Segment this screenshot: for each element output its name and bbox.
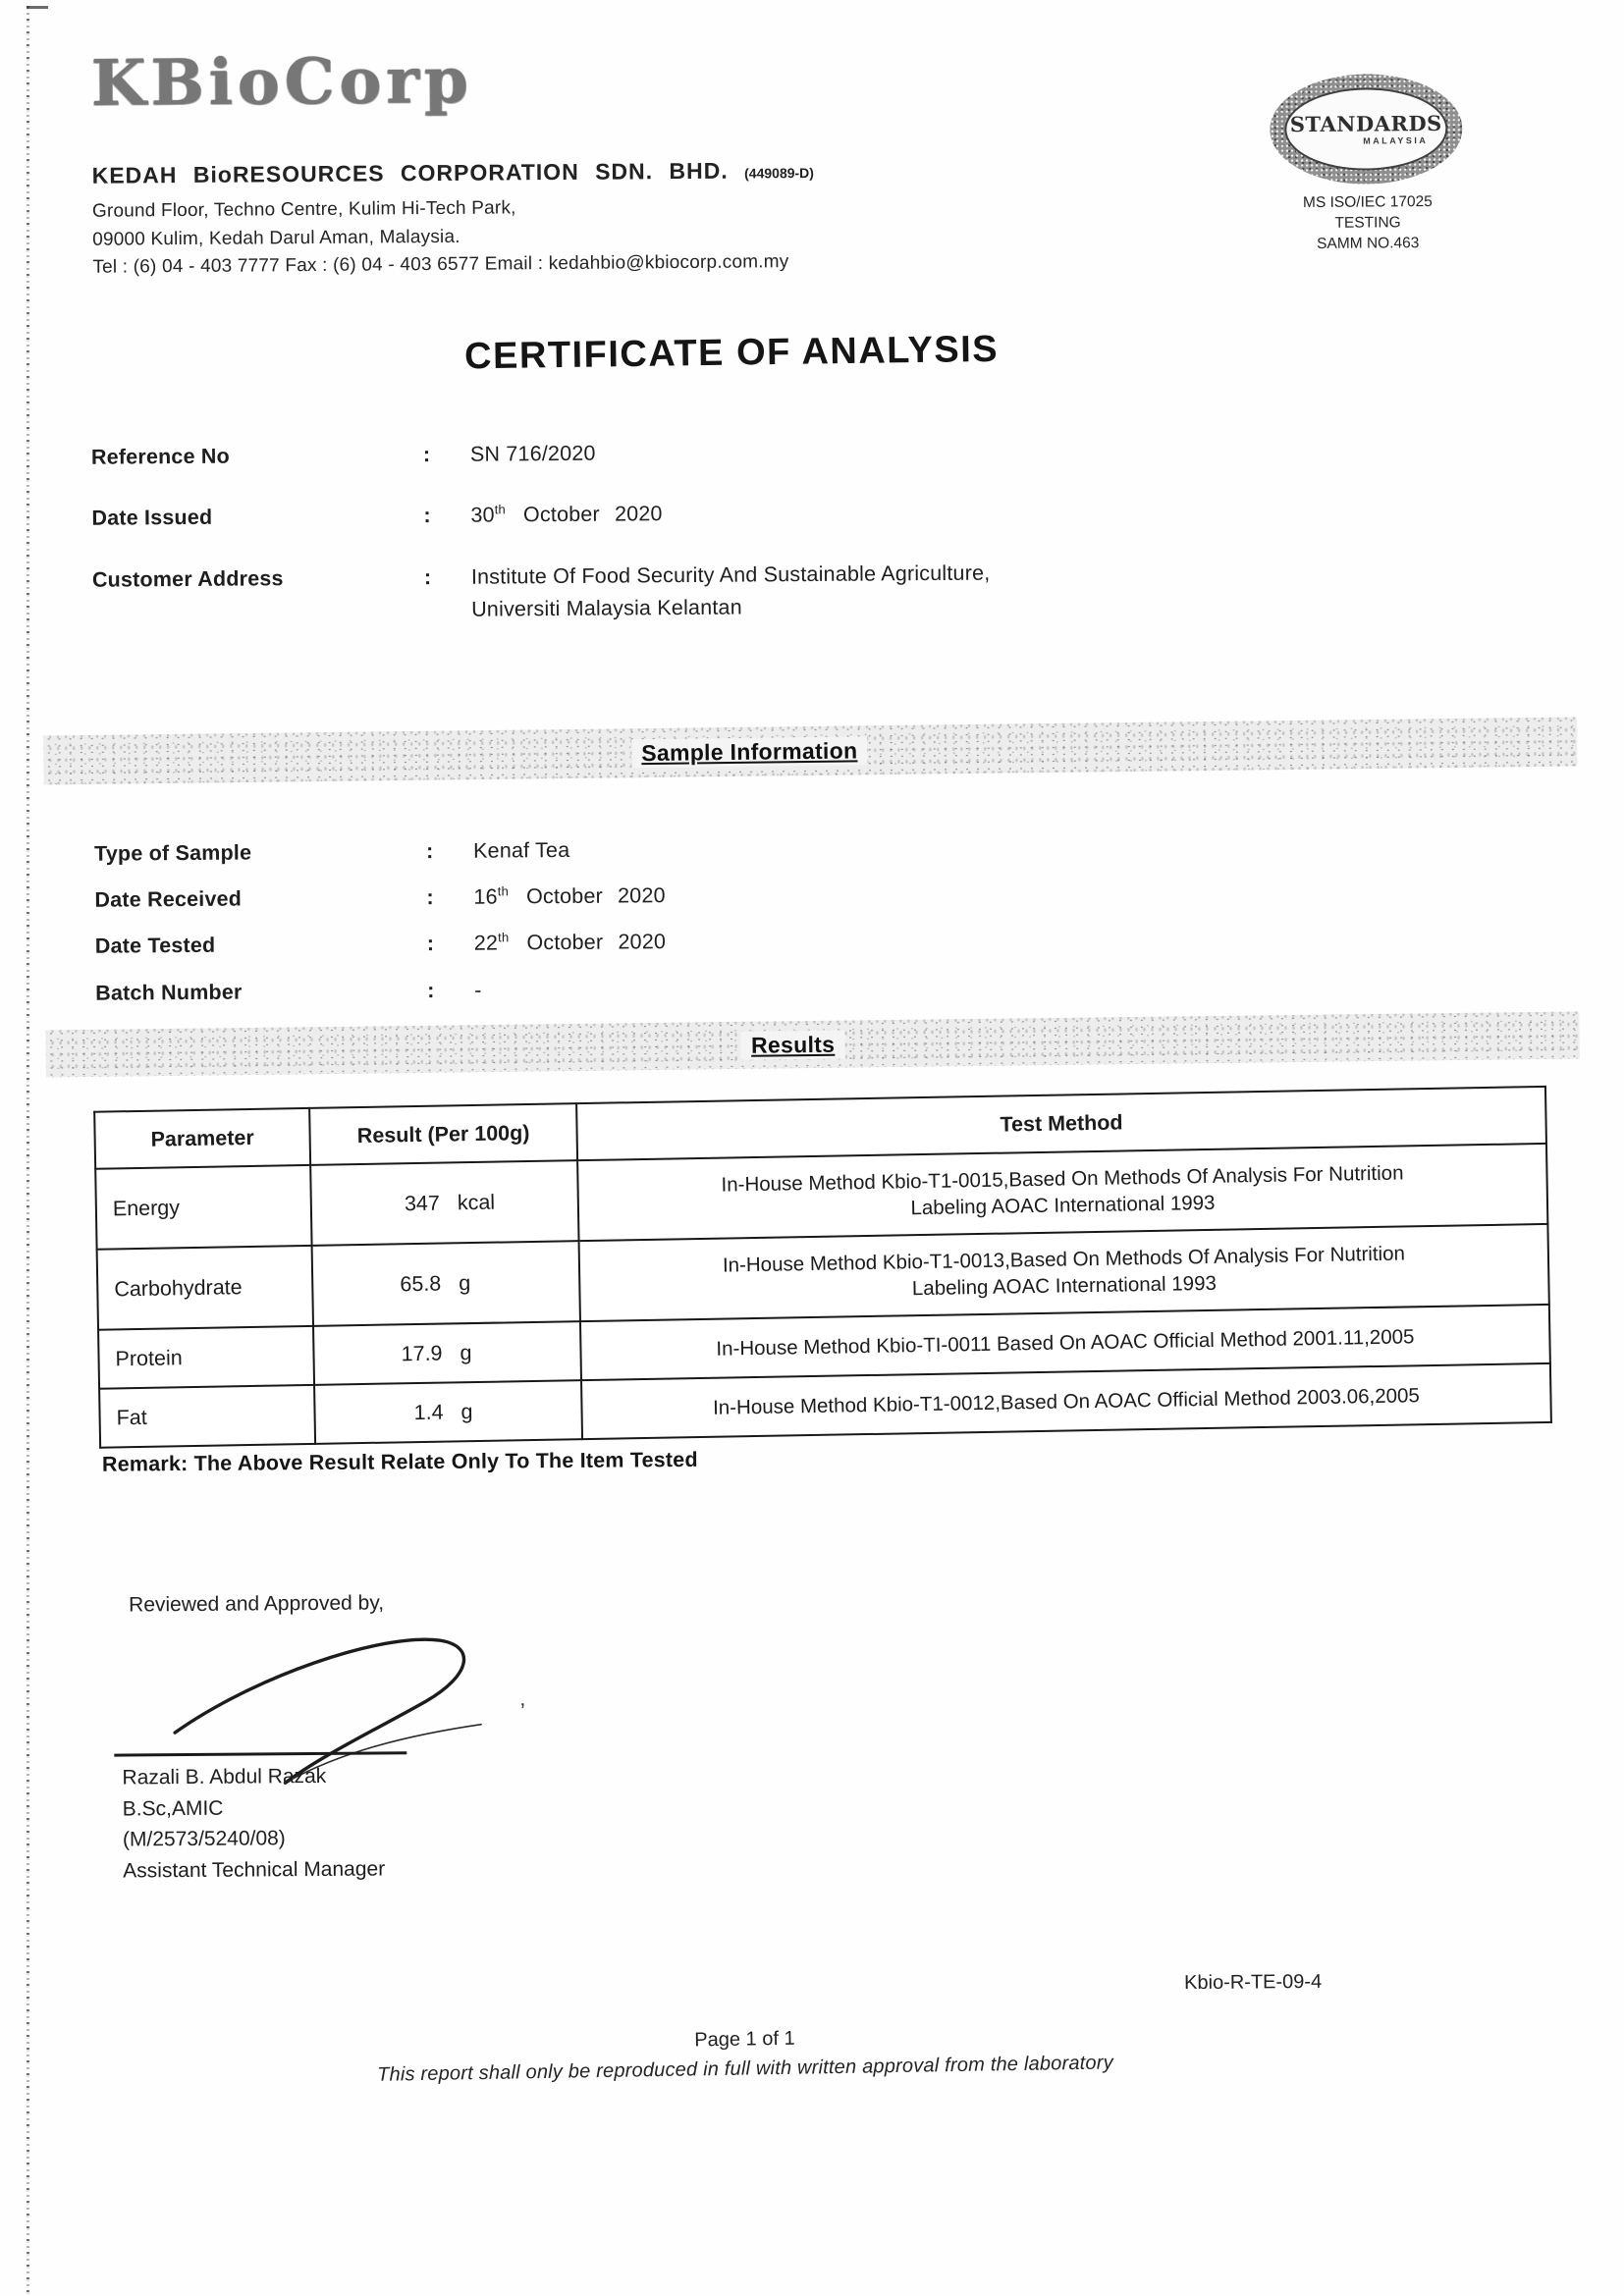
header-test-method: Test Method — [576, 1087, 1546, 1160]
results-section-title: Results — [741, 1030, 845, 1059]
field-colon: : — [423, 565, 432, 590]
seal-malaysia-text: MALAYSIA — [1363, 134, 1429, 146]
date-month-year: October 2020 — [522, 502, 663, 527]
method-line-2: Labeling AOAC International 1993 — [911, 1271, 1218, 1301]
customer-address-row — [92, 557, 1545, 625]
customer-address-line-2: Universiti Malaysia Kelantan — [471, 595, 742, 621]
sample-type-value: Kenaf Tea — [472, 837, 570, 863]
method-line-1: In-House Method Kbio-T1-0013,Based On Methods Of Analysis For Nutrition — [722, 1242, 1406, 1277]
stray-mark: ’ — [519, 1698, 525, 1724]
footer-note: This report shall only be reproduced in full with written approval from the laboratory — [376, 2052, 1113, 2086]
result-cell — [314, 1380, 582, 1444]
parameter-cell: Energy — [95, 1165, 311, 1250]
sample-section-title: Sample Information — [631, 736, 867, 768]
seal-cert-info — [1251, 191, 1485, 255]
header-parameter: Parameter — [94, 1108, 310, 1169]
batch-number-value: - — [474, 978, 482, 1002]
date-day: 16 — [473, 884, 498, 909]
date-ordinal: th — [494, 502, 506, 517]
method-line-1: In-House Method Kbio-T1-0015,Based On Methods Of Analysis For Nutrition — [721, 1161, 1404, 1197]
date-ordinal: th — [498, 930, 510, 945]
method-line-1: In-House Method Kbio-TI-0011 Based On AOAC Official Method 2001.11,2005 — [716, 1324, 1415, 1361]
approver-title: Assistant Technical Manager — [123, 1856, 386, 1883]
date-issued-label: Date Issued — [91, 505, 213, 530]
remark-text: Remark: The Above Result Relate Only To The Item Tested — [101, 1447, 698, 1476]
seal-cert-line-2: TESTING — [1334, 214, 1401, 232]
result-cell — [312, 1241, 580, 1326]
batch-number-label: Batch Number — [95, 980, 243, 1005]
approver-membership: (M/2573/5240/08) — [122, 1827, 286, 1851]
address-line-2: 09000 Kulim, Kedah Darul Aman, Malaysia. — [92, 226, 460, 250]
accreditation-seal — [1270, 74, 1463, 186]
footer-page-number: Page 1 of 1 — [694, 2027, 795, 2052]
date-received-value — [473, 877, 1547, 910]
sample-section-header — [43, 717, 1577, 784]
company-name-line — [92, 157, 814, 189]
field-colon: : — [427, 979, 435, 1003]
parameter-cell: Protein — [98, 1326, 314, 1389]
date-tested-value — [474, 923, 1548, 956]
date-tested-row — [95, 923, 1548, 959]
results-section-header — [45, 1011, 1579, 1077]
result-value: 1.4 — [413, 1400, 444, 1424]
footer-doc-code: Kbio-R-TE-09-4 — [1184, 1970, 1323, 1995]
date-day: 30 — [470, 503, 495, 527]
reference-no-row — [91, 434, 1544, 470]
field-colon: : — [426, 885, 434, 910]
result-unit: kcal — [457, 1190, 496, 1214]
field-colon: : — [425, 839, 434, 864]
seal-cert-line-3: SAMM NO.463 — [1317, 235, 1420, 252]
seal-cert-line-1: MS ISO/IEC 17025 — [1302, 193, 1433, 212]
customer-address-line-1: Institute Of Food Security And Sustainable Agriculture, — [470, 561, 991, 589]
field-colon: : — [423, 504, 431, 528]
date-issued-row — [91, 495, 1544, 531]
approver-qualification: B.Sc,AMIC — [122, 1796, 224, 1821]
reference-no-value: SN 716/2020 — [469, 441, 596, 466]
approval-intro: Reviewed and Approved by, — [129, 1591, 385, 1617]
method-line-2: Labeling AOAC International 1993 — [910, 1191, 1216, 1220]
footer — [244, 2020, 1246, 2089]
sample-type-row — [94, 830, 1547, 867]
results-table — [93, 1086, 1552, 1449]
company-reg-number: (449089-D) — [744, 164, 814, 182]
company-address — [92, 192, 789, 282]
batch-number-row — [95, 970, 1548, 1006]
page-title: CERTIFICATE OF ANALYSIS — [463, 328, 1000, 378]
company-logo: KBioCorp — [90, 43, 474, 121]
seal-standards-text: STANDARDS — [1289, 110, 1442, 136]
result-unit: g — [460, 1340, 472, 1364]
result-unit: g — [459, 1270, 471, 1295]
result-value: 17.9 — [401, 1341, 443, 1365]
field-colon: : — [422, 443, 431, 467]
customer-address-value — [471, 557, 1545, 622]
date-issued-value — [470, 495, 1544, 528]
approver-block — [122, 1760, 385, 1886]
parameter-cell: Carbohydrate — [97, 1246, 313, 1330]
address-line-contact: Tel : (6) 04 - 403 7777 Fax : (6) 04 - 403 6577 Email : kedahbio@kbiocorp.com.my — [92, 251, 789, 278]
field-colon: : — [426, 932, 435, 956]
result-cell — [310, 1160, 578, 1246]
date-received-label: Date Received — [94, 886, 243, 912]
date-month-year: October 2020 — [526, 930, 667, 955]
date-ordinal: th — [497, 883, 510, 899]
date-tested-label: Date Tested — [94, 933, 216, 958]
date-received-row — [94, 877, 1547, 913]
date-day: 22 — [473, 931, 499, 955]
customer-address-label: Customer Address — [91, 566, 284, 592]
result-value: 65.8 — [400, 1271, 442, 1296]
sample-type-label: Type of Sample — [93, 840, 252, 866]
date-month-year: October 2020 — [525, 883, 666, 909]
company-name: KEDAH BioRESOURCES CORPORATION SDN. BHD. — [91, 157, 729, 188]
header-result: Result (Per 100g) — [309, 1103, 577, 1165]
parameter-cell: Fat — [99, 1385, 315, 1448]
method-line-1: In-House Method Kbio-T1-0012,Based On AOAC Official Method 2003.06,2005 — [712, 1383, 1421, 1419]
result-value: 347 — [404, 1191, 441, 1215]
reference-no-label: Reference No — [90, 444, 231, 469]
result-cell — [313, 1321, 581, 1385]
result-unit: g — [460, 1399, 473, 1423]
address-line-1: Ground Floor, Techno Centre, Kulim Hi-Tech Park, — [91, 197, 516, 222]
approver-name: Razali B. Abdul Razak — [122, 1764, 327, 1789]
